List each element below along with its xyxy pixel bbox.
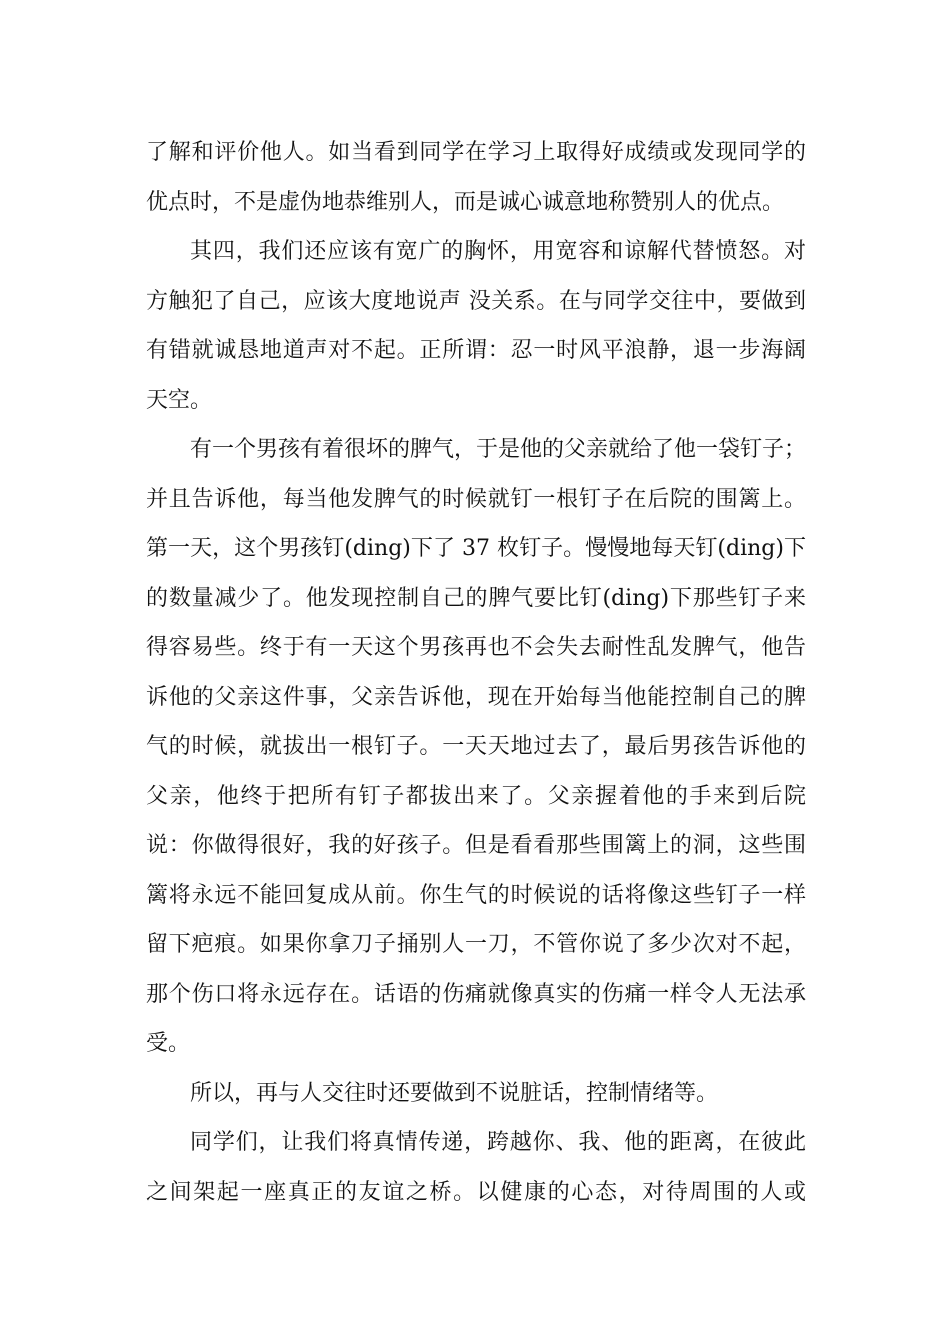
text-line: 篱将永远不能回复成从前。你生气的时候说的话将像这些钉子一样 (146, 882, 806, 908)
text-line: 优点时，不是虚伪地恭维别人，而是诚心诚意地称赞别人的优点。 (146, 189, 785, 215)
document-body (146, 128, 806, 1217)
paragraph-so (146, 1069, 806, 1119)
text-line: 受。 (146, 1031, 191, 1056)
paragraph-closing (146, 1118, 806, 1217)
paragraph-story (146, 425, 806, 1069)
text-line: 所以，再与人交往时还要做到不说脏话，控制情绪等。 (190, 1080, 719, 1106)
text-line: 得容易些。终于有一天这个男孩再也不会失去耐性乱发脾气，他告 (146, 635, 806, 660)
text-line: 了解和评价他人。如当看到同学在学习上取得好成绩或发现同学的 (146, 140, 806, 165)
text-line: 说：你做得很好，我的好孩子。但是看看那些围篱上的洞，这些围 (146, 833, 806, 858)
text-line: 其四，我们还应该有宽广的胸怀，用宽容和谅解代替愤怒。对 (190, 239, 806, 264)
text-line: 同学们，让我们将真情传递，跨越你、我、他的距离，在彼此 (190, 1130, 806, 1155)
text-line: 天空。 (146, 387, 213, 413)
text-line: 方触犯了自己，应该大度地说声 没关系。在与同学交往中，要做到 (146, 288, 806, 314)
paragraph-fourth (146, 227, 806, 425)
text-line: 并且告诉他，每当他发脾气的时候就钉一根钉子在后院的围篱上。 (146, 486, 806, 512)
text-line: 第一天，这个男孩钉(ding)下了 37 枚钉子。慢慢地每天钉(ding)下 (146, 536, 806, 561)
text-line: 父亲，他终于把所有钉子都拔出来了。父亲握着他的手来到后院 (146, 783, 806, 809)
text-line: 气的时候，就拔出一根钉子。一天天地过去了，最后男孩告诉他的 (146, 734, 806, 759)
text-line: 那个伤口将永远存在。话语的伤痛就像真实的伤痛一样令人无法承 (146, 981, 806, 1007)
text-line: 的数量减少了。他发现控制自己的脾气要比钉(ding)下那些钉子来 (146, 585, 806, 611)
paragraph-continuation (146, 128, 806, 227)
text-line: 之间架起一座真正的友谊之桥。以健康的心态，对待周围的人或 (146, 1179, 806, 1205)
text-line: 有一个男孩有着很坏的脾气，于是他的父亲就给了他一袋钉子； (190, 437, 807, 462)
text-line: 有错就诚恳地道声对不起。正所谓：忍一时风平浪静，退一步海阔 (146, 338, 806, 363)
text-line: 诉他的父亲这件事，父亲告诉他，现在开始每当他能控制自己的脾 (146, 684, 806, 710)
text-line: 留下疤痕。如果你拿刀子捅别人一刀，不管你说了多少次对不起， (146, 932, 806, 957)
